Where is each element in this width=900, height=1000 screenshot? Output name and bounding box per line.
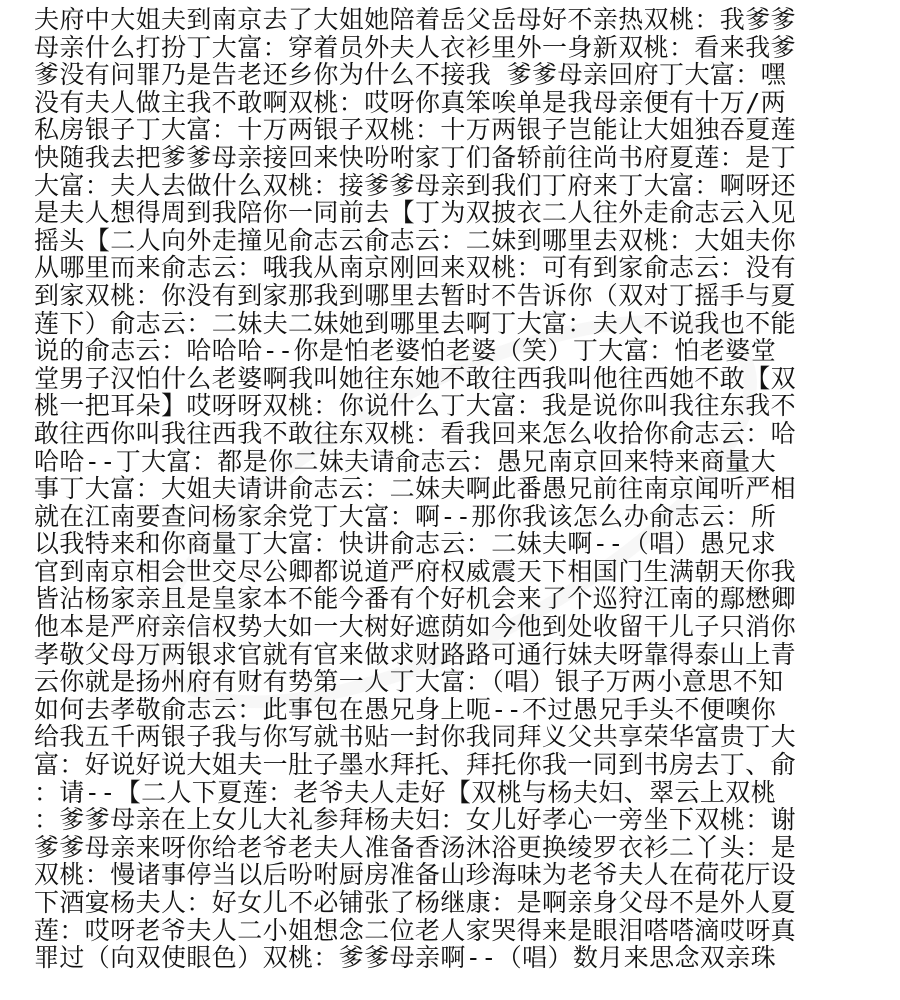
text-line: 给我五千两银子我与你写就书贴一封你我同拜义父共享荣华富贵丁大 bbox=[34, 723, 797, 752]
text-line: 莲：哎呀老爷夫人二小姐想念二位老人家哭得来是眼泪嗒嗒滴哎呀真 bbox=[34, 916, 797, 945]
text-line: 是夫人想得周到我陪你一同前去【丁为双披衣二人往外走俞志云入见 bbox=[34, 199, 797, 227]
text-line: 罪过（向双使眼色）双桃：爹爹母亲啊--（唱）数月来思念双亲珠 bbox=[34, 944, 777, 972]
text-line: 快随我去把爹爹母亲接回来快吩咐家丁们备轿前往尚书府夏莲：是丁 bbox=[34, 143, 797, 172]
text-line: 官到南京相会世交尽公卿都说道严府权威震天下相国门生满朝天你我 bbox=[34, 557, 797, 586]
text-line: 事丁大富：大姐夫请讲俞志云：二妹夫啊此番愚兄前往南京闻听严相 bbox=[34, 475, 797, 503]
text-line: 莲下）俞志云：二妹夫二妹她到哪里去啊丁大富：夫人不说我也不能 bbox=[34, 309, 797, 338]
text-line: 到家双桃：你没有到家那我到哪里去暂时不告诉你（双对丁摇手与夏 bbox=[34, 281, 797, 310]
text-line: ：请--【二人下夏莲：老爷夫人走好【双桃与杨夫妇、翠云上双桃 bbox=[34, 778, 777, 807]
text-line: 孝敬父母万两银求官就有官来做求财路路可通行妹夫呀靠得泰山上青 bbox=[34, 640, 797, 669]
text-line: 哈哈--丁大富：都是你二妹夫请俞志云：愚兄南京回来特来商量大 bbox=[34, 447, 777, 476]
text-line: 云你就是扬州府有财有势第一人丁大富：（唱）银子万两小意思不知 bbox=[34, 668, 784, 696]
text-line: 如何去孝敬俞志云：此事包在愚兄身上呃--不过愚兄手头不便噢你 bbox=[34, 695, 777, 724]
text-line: 从哪里而来俞志云：哦我从南京刚回来双桃：可有到家俞志云：没有 bbox=[34, 254, 797, 282]
text-line: 富：好说好说大姐夫一肚子墨水拜托、拜托你我一同到书房去丁、俞 bbox=[34, 751, 797, 779]
text-line: 双桃：慢诸事停当以后吩咐厨房准备山珍海味为老爷夫人在荷花厅设 bbox=[34, 861, 797, 889]
script-text-body bbox=[34, 6, 874, 972]
text-line: 私房银子丁大富：十万两银子双桃：十万两银子岂能让大姐独吞夏莲 bbox=[34, 116, 797, 144]
text-line: 以我特来和你商量丁大富：快讲俞志云：二妹夫啊--（唱）愚兄求 bbox=[34, 530, 777, 558]
text-line: 母亲什么打扮丁大富：穿着员外夫人衣衫里外一身新双桃：看来我爹 bbox=[34, 33, 797, 62]
text-line: 就在江南要查问杨家余党丁大富：啊--那你我该怎么办俞志云：所 bbox=[34, 502, 777, 531]
text-line: 爹没有问罪乃是告老还乡你为什么不接我 爹爹母亲回府丁大富：嘿 bbox=[34, 61, 787, 89]
text-line: ：爹爹母亲在上女儿大礼参拜杨夫妇：女儿好孝心一旁坐下双桃：谢 bbox=[34, 806, 797, 834]
text-line: 敢往西你叫我往西我不敢往东双桃：看我回来怎么收拾你俞志云：哈 bbox=[34, 419, 797, 448]
text-line: 堂男子汉怕什么老婆啊我叫她往东她不敢往西我叫他往西她不敢【双 bbox=[34, 364, 797, 393]
text-line: 夫府中大姐夫到南京去了大姐她陪着岳父岳母好不亲热双桃：我爹爹 bbox=[34, 6, 797, 34]
text-line: 桃一把耳朵】哎呀呀双桃：你说什么丁大富：我是说你叫我往东我不 bbox=[34, 392, 797, 420]
text-line: 下酒宴杨夫人：好女儿不必铺张了杨继康：是啊亲身父母不是外人夏 bbox=[34, 889, 797, 917]
text-line: 爹爹母亲来呀你给老爷老夫人准备香汤沐浴更换绫罗衣衫二丫头：是 bbox=[34, 833, 797, 862]
text-line: 摇头【二人向外走撞见俞志云俞志云：二妹到哪里去双桃：大姐夫你 bbox=[34, 226, 797, 255]
text-line: 没有夫人做主我不敢啊双桃：哎呀你真笨唉单是我母亲便有十万/两 bbox=[34, 88, 787, 117]
text-line: 说的俞志云：哈哈哈--你是怕老婆怕老婆（笑）丁大富：怕老婆堂 bbox=[34, 337, 777, 365]
text-line: 皆沾杨家亲且是皇家本不能今番有个好机会来了个巡狩江南的鄢懋卿 bbox=[34, 585, 797, 614]
text-line: 他本是严府亲信权势大如一大树好遮荫如今他到处收留干儿子只消你 bbox=[34, 613, 797, 641]
text-line: 大富：夫人去做什么双桃：接爹爹母亲到我们丁府来丁大富：啊呀还 bbox=[34, 171, 797, 200]
